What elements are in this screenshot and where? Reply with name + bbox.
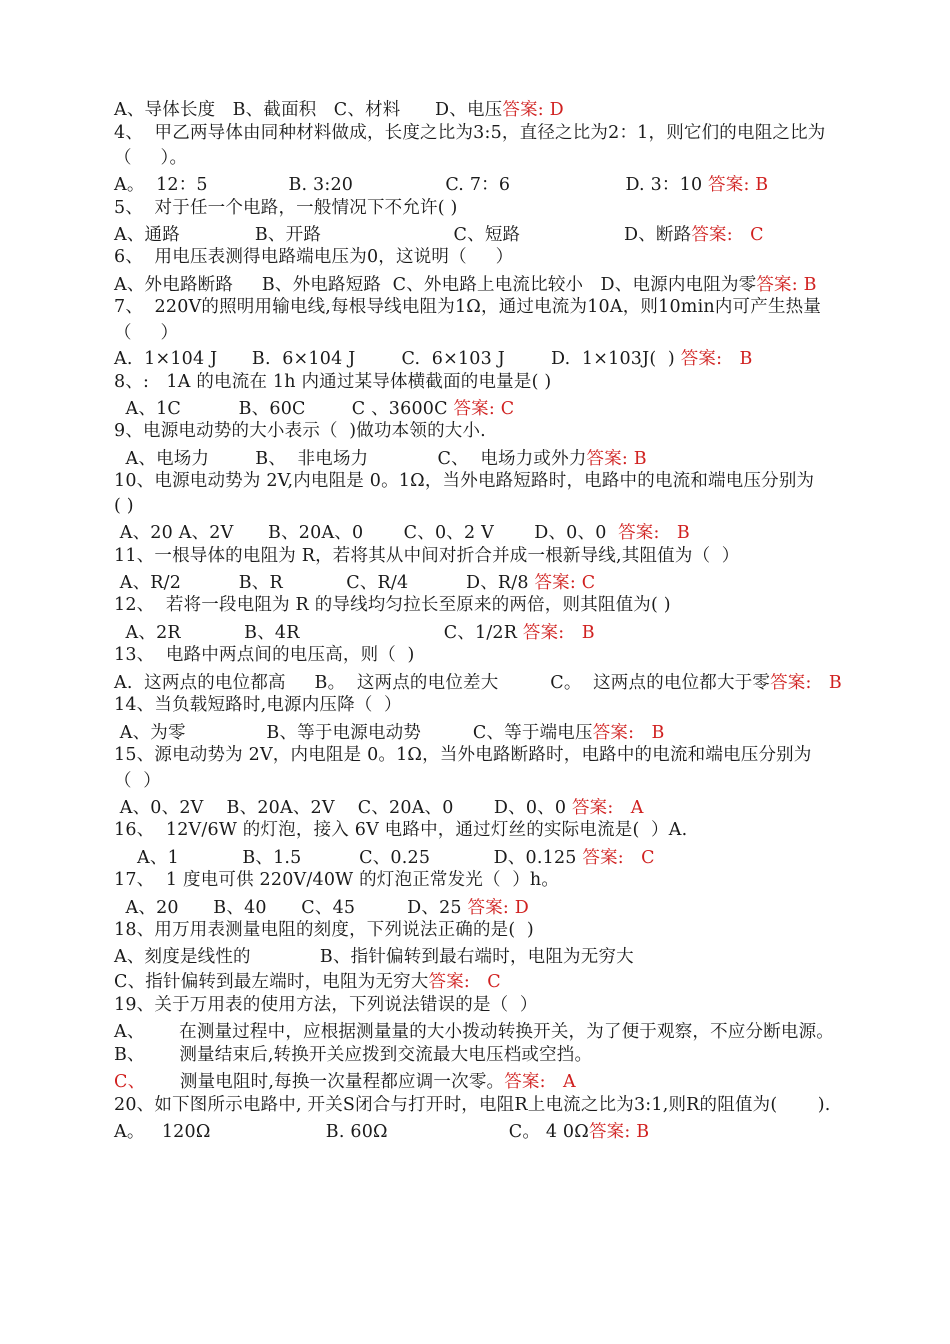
text-line: A、导体长度 B、截面积 C、材料 D、电压答案: D [114, 100, 564, 120]
text-line: 10、电源电动势为 2V,内电阻是 0。1Ω，当外电路短路时，电路中的电流和端电压分别为 [114, 471, 815, 491]
text-line: （ ） [114, 323, 179, 343]
text-line: A、R/2 B、R C、R/4 D、R/8 答案: C [114, 573, 596, 593]
text-line: 19、关于万用表的使用方法，下列说法错误的是（ ） [114, 995, 538, 1015]
text-line: 11、一根导体的电阻为 R，若将其从中间对折合并成一根新导线,其阻值为（ ） [114, 546, 740, 566]
text-line: C、指针偏转到最左端时，电阻为无穷大答案: C [114, 972, 501, 992]
text-line: 9、电源电动势的大小表示（ )做功本领的大小. [114, 421, 486, 441]
text-line: A。 120Ω B. 60Ω C。 4 0Ω答案: B [114, 1122, 650, 1142]
text-line: 13、 电路中两点间的电压高，则（ ) [114, 645, 415, 665]
text-line: （ ）。 [114, 148, 188, 168]
text-line: 8、: 1A 的电流在 1h 内通过某导体横截面的电量是( ) [114, 372, 552, 392]
text-line: 4、 甲乙两导体由同种材料做成，长度之比为3:5，直径之比为2：1，则它们的电阻之比为 [114, 123, 826, 143]
text-line: C、 测量电阻时,每换一次量程都应调一次零。答案: A [114, 1072, 576, 1092]
text-line: A、20 A、2V B、20A、0 C、0、2 V D、0、0 答案: B [114, 523, 690, 543]
text-line: A. 1×104 J B. 6×104 J C. 6×103 J D. 1×103J( ) 答案: B [114, 349, 753, 369]
text-line: A、0、2V B、20A、2V C、20A、0 D、0、0 答案: A [114, 798, 644, 818]
text-line: 7、 220V的照明用输电线,每根导线电阻为1Ω，通过电流为10A，则10min内可产生热量 [114, 297, 822, 317]
text-line: A、2R B、4R C、1/2R 答案: B [114, 623, 595, 643]
text-line: A。 12：5 B. 3:20 C. 7：6 D. 3：10 答案: B [114, 175, 769, 195]
text-line: A、电场力 B、 非电场力 C、 电场力或外力答案: B [114, 449, 647, 469]
text-line: 12、 若将一段电阻为 R 的导线均匀拉长至原来的两倍，则其阻值为( ) [114, 595, 671, 615]
text-line: 14、当负载短路时,电源内压降（ ） [114, 695, 402, 715]
text-line: A. 这两点的电位都高 B。 这两点的电位差大 C。 这两点的电位都大于零答案: B [114, 673, 842, 693]
text-line: 16、 12V/6W 的灯泡，接入 6V 电路中，通过灯丝的实际电流是( ）A. [114, 820, 688, 840]
text-line: A、20 B、40 C、45 D、25 答案: D [114, 898, 529, 918]
text-line: A、为零 B、等于电源电动势 C、等于端电压答案: B [114, 723, 665, 743]
text-line: A、刻度是线性的 B、指针偏转到最右端时，电阻为无穷大 [114, 947, 634, 967]
text-line: ( ) [114, 496, 134, 516]
text-line: 17、 1 度电可供 220V/40W 的灯泡正常发光（ ）h。 [114, 870, 560, 890]
text-line: A、1C B、60C C 、3600C 答案: C [114, 399, 515, 419]
text-line: 5、 对于任一个电路，一般情况下不允许( ) [114, 198, 458, 218]
text-line: 18、用万用表测量电阻的刻度，下列说法正确的是( ) [114, 920, 534, 940]
text-line: A、通路 B、开路 C、短路 D、断路答案: C [114, 225, 764, 245]
text-line: 20、如下图所示电路中, 开关S闭合与打开时，电阻R上电流之比为3:1,则R的阻值为( ). [114, 1095, 831, 1115]
text-line: A、1 B、1.5 C、0.25 D、0.125 答案: C [114, 848, 655, 868]
text-line: （ ） [114, 771, 161, 791]
text-line: B、 测量结束后,转换开关应拨到交流最大电压档或空挡。 [114, 1045, 593, 1065]
text-line: 6、 用电压表测得电路端电压为0，这说明（ ） [114, 247, 514, 267]
text-line: A、外电路断路 B、外电路短路 C、外电路上电流比较小 D、电源内电阻为零答案: B [114, 275, 817, 295]
text-line: A、 在测量过程中，应根据测量量的大小拨动转换开关，为了便于观察，不应分断电源。 [114, 1022, 835, 1042]
text-line: 15、源电动势为 2V，内电阻是 0。1Ω，当外电路断路时，电路中的电流和端电压分别为 [114, 745, 812, 765]
